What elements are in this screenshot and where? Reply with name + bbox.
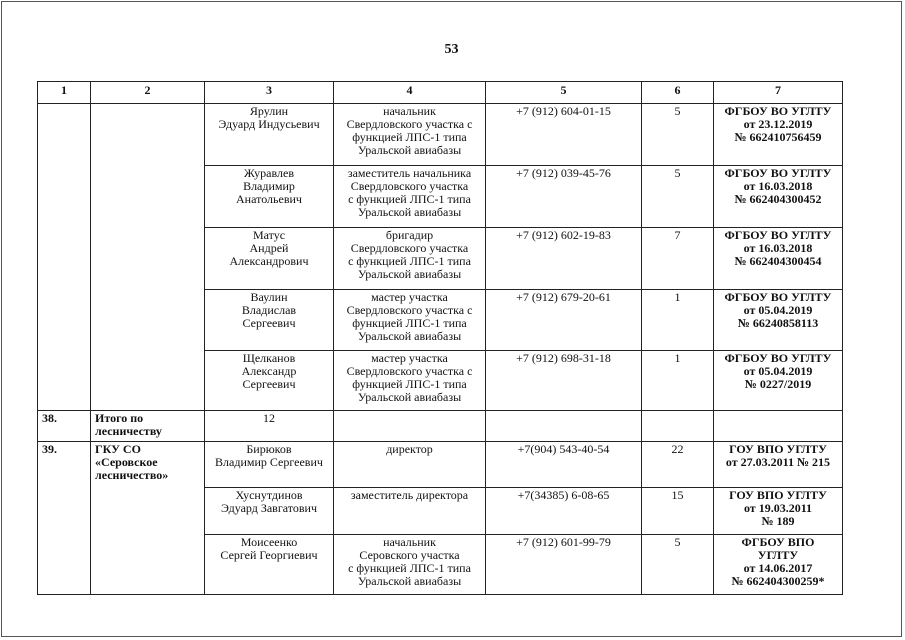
table-row [38, 442, 843, 488]
total-row-value: 12 [205, 411, 334, 442]
employee-education: ФГБОУ ВО УГЛТУ от 16.03.2018 № 662404300452 [714, 166, 843, 228]
employee-name: Моисеенко Сергей Георгиевич [205, 535, 334, 595]
total-row-label: Итого по лесничеству [91, 411, 205, 442]
employee-experience: 5 [642, 535, 714, 595]
employee-education: ФГБОУ ВО УГЛТУ от 05.04.2019 № 66240858113 [714, 290, 843, 351]
organization-cell: ГКУ СО «Серовское лесничество» [91, 442, 205, 595]
header-cell-5: 5 [486, 82, 642, 104]
table-row [38, 104, 843, 166]
employee-education: ФГБОУ ВО УГЛТУ от 16.03.2018 № 662404300454 [714, 228, 843, 290]
header-cell-7: 7 [714, 82, 843, 104]
row-number-cell [38, 104, 91, 411]
employee-phone: +7 (912) 039-45-76 [486, 166, 642, 228]
employee-experience: 1 [642, 351, 714, 411]
header-row [38, 82, 843, 104]
employee-phone: +7 (912) 698-31-18 [486, 351, 642, 411]
employee-position: бригадир Свердловского участка с функцией ЛПС-1 типа Уральской авиабазы [334, 228, 486, 290]
employee-education: ФГБОУ ВПО УГЛТУ от 14.06.2017 № 662404300259* [714, 535, 843, 595]
employee-name: Хуснутдинов Эдуард Завгатович [205, 488, 334, 535]
employee-name: Щелканов Александр Сергеевич [205, 351, 334, 411]
employee-name: Матус Андрей Александрович [205, 228, 334, 290]
empty-cell [334, 411, 486, 442]
header-cell-2: 2 [91, 82, 205, 104]
staff-table [37, 81, 843, 595]
employee-phone: +7 (912) 604-01-15 [486, 104, 642, 166]
header-cell-1: 1 [38, 82, 91, 104]
empty-cell [714, 411, 843, 442]
page-number: 53 [444, 42, 459, 57]
employee-position: заместитель директора [334, 488, 486, 535]
employee-position: начальник Серовского участка с функцией ЛПС-1 типа Уральской авиабазы [334, 535, 486, 595]
employee-name: Ваулин Владислав Сергеевич [205, 290, 334, 351]
employee-phone: +7(904) 543-40-54 [486, 442, 642, 488]
total-row [38, 411, 843, 442]
employee-position: начальник Свердловского участка с функцией ЛПС-1 типа Уральской авиабазы [334, 104, 486, 166]
employee-phone: +7 (912) 601-99-79 [486, 535, 642, 595]
employee-experience: 15 [642, 488, 714, 535]
employee-phone: +7 (912) 602-19-83 [486, 228, 642, 290]
employee-position: мастер участка Свердловского участка с функцией ЛПС-1 типа Уральской авиабазы [334, 351, 486, 411]
total-row-number: 38. [38, 411, 91, 442]
empty-cell [642, 411, 714, 442]
employee-experience: 5 [642, 166, 714, 228]
employee-name: Журавлев Владимир Анатольевич [205, 166, 334, 228]
row-number-cell: 39. [38, 442, 91, 595]
employee-education: ФГБОУ ВО УГЛТУ от 23.12.2019 № 662410756459 [714, 104, 843, 166]
empty-cell [486, 411, 642, 442]
employee-position: директор [334, 442, 486, 488]
employee-phone: +7(34385) 6-08-65 [486, 488, 642, 535]
employee-name: Ярулин Эдуард Индусьевич [205, 104, 334, 166]
header-cell-6: 6 [642, 82, 714, 104]
employee-education: ГОУ ВПО УГЛТУ от 27.03.2011 № 215 [714, 442, 843, 488]
employee-experience: 5 [642, 104, 714, 166]
employee-education: ГОУ ВПО УГЛТУ от 19.03.2011 № 189 [714, 488, 843, 535]
header-cell-4: 4 [334, 82, 486, 104]
employee-position: мастер участка Свердловского участка с функцией ЛПС-1 типа Уральской авиабазы [334, 290, 486, 351]
employee-experience: 1 [642, 290, 714, 351]
header-cell-3: 3 [205, 82, 334, 104]
organization-cell [91, 104, 205, 411]
employee-phone: +7 (912) 679-20-61 [486, 290, 642, 351]
employee-experience: 7 [642, 228, 714, 290]
employee-education: ФГБОУ ВО УГЛТУ от 05.04.2019 № 0227/2019 [714, 351, 843, 411]
employee-position: заместитель начальника Свердловского участка с функцией ЛПС-1 типа Уральской авиабазы [334, 166, 486, 228]
employee-name: Бирюков Владимир Сергеевич [205, 442, 334, 488]
employee-experience: 22 [642, 442, 714, 488]
document-page [1, 1, 902, 637]
